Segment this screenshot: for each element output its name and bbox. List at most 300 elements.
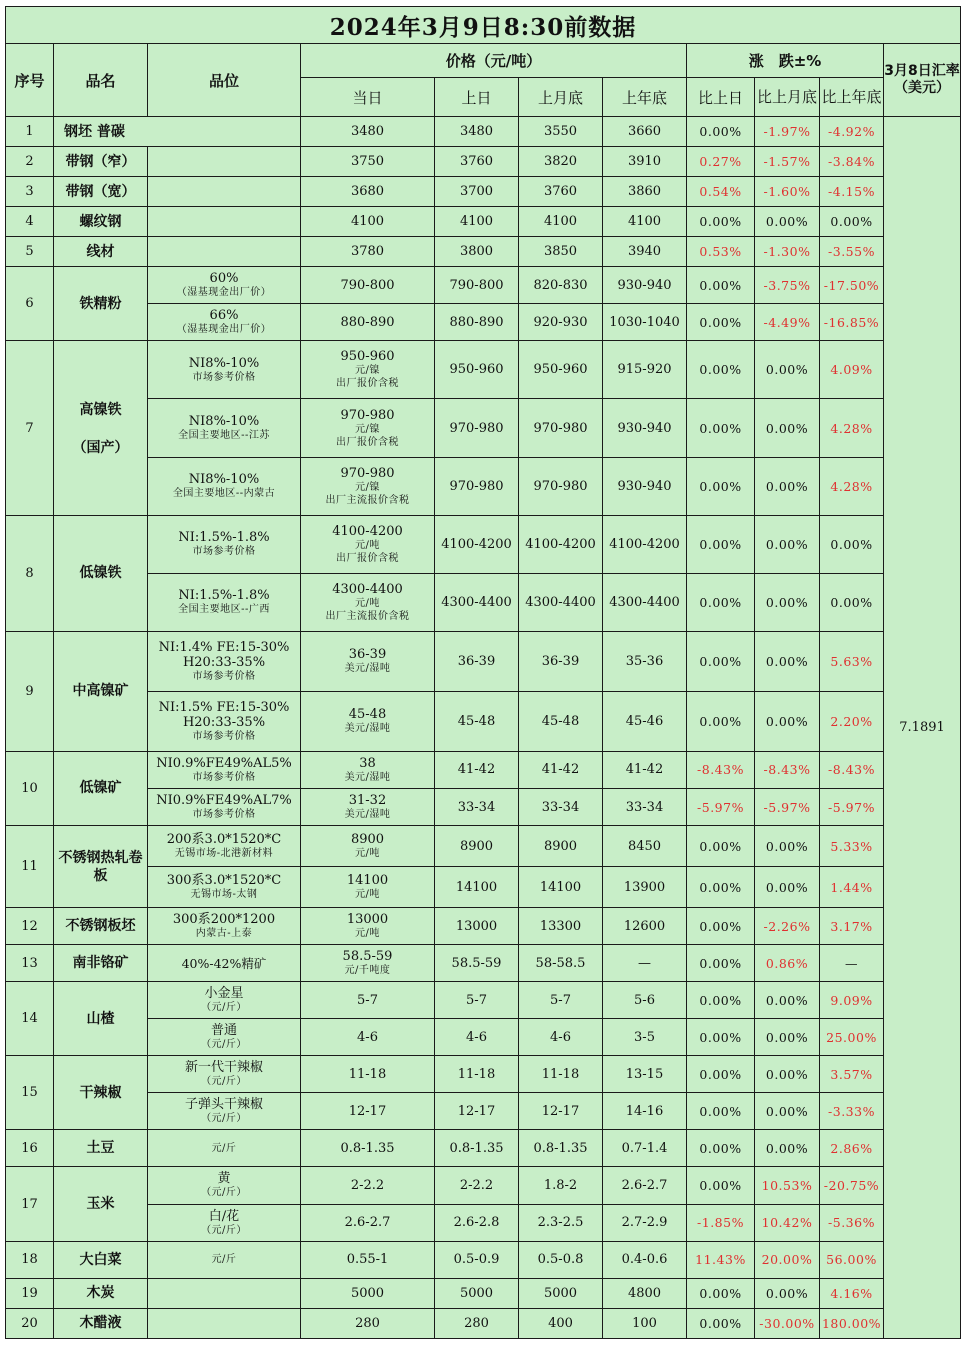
price-prev-year: 33-34	[603, 788, 687, 825]
price-prev-month: 920-930	[519, 304, 603, 341]
change-month: 0.00%	[755, 691, 820, 751]
grade-main: 300系200*1200	[172, 912, 276, 928]
price-prev-day: 2.6-2.8	[435, 1204, 519, 1241]
change-month: -1.30%	[755, 237, 820, 267]
grade-cell: 40%-42%精矿	[148, 945, 301, 982]
grade-line1: NI:1.4% FE:15-30%	[158, 639, 290, 655]
change-month: 0.00%	[755, 1093, 820, 1130]
row-index: 17	[6, 1167, 54, 1241]
change-year: -4.92%	[820, 117, 884, 147]
price-prev-year: 100	[603, 1308, 687, 1338]
header-prev-day: 上日	[435, 78, 519, 117]
price-prev-month: 8900	[519, 826, 603, 867]
grade-note: （元/斤）	[201, 1224, 247, 1236]
grade-cell: 元/斤	[148, 1130, 301, 1167]
price-prev-year: 0.4-0.6	[603, 1241, 687, 1278]
grade-cell	[148, 1056, 301, 1093]
price-prev-month: 0.8-1.35	[519, 1130, 603, 1167]
change-year: 1.44%	[820, 867, 884, 908]
price-prev-month: 970-980	[519, 399, 603, 457]
change-day: 0.27%	[687, 147, 755, 177]
grade-cell	[148, 788, 301, 825]
grade-note: （元/斤）	[201, 1187, 247, 1199]
change-year: 0.00%	[820, 573, 884, 631]
change-year: -17.50%	[820, 267, 884, 304]
price-today: 3680	[301, 177, 435, 207]
price-today: 0.8-1.35	[301, 1130, 435, 1167]
change-year: 180.00%	[820, 1308, 884, 1338]
price-today	[301, 341, 435, 399]
price-note: 出厂主流报价含税	[325, 610, 410, 622]
grade-main: 子弹头干辣椒	[184, 1097, 263, 1113]
change-day: 0.00%	[687, 341, 755, 399]
price-value: 970-980	[340, 407, 395, 423]
grade-cell	[148, 1019, 301, 1056]
change-month: -5.97%	[755, 788, 820, 825]
price-prev-day: 4100-4200	[435, 515, 519, 573]
grade-cell	[148, 237, 301, 267]
change-month: 0.00%	[755, 1056, 820, 1093]
price-note: 出厂报价含税	[336, 436, 399, 448]
grade-note: 无锡市场-北港新材料	[174, 848, 274, 860]
grade-note: （元/斤）	[201, 1113, 247, 1125]
price-unit: 美元/湿吨	[344, 723, 391, 735]
price-prev-day: 11-18	[435, 1056, 519, 1093]
price-prev-month: 3820	[519, 147, 603, 177]
price-prev-day: 8900	[435, 826, 519, 867]
price-prev-day: 3760	[435, 147, 519, 177]
table-row	[6, 691, 961, 751]
price-prev-month: 0.5-0.8	[519, 1241, 603, 1278]
row-index: 11	[6, 826, 54, 908]
change-year: -3.84%	[820, 147, 884, 177]
price-prev-day: 280	[435, 1308, 519, 1338]
change-month: 0.00%	[755, 207, 820, 237]
price-prev-year: 915-920	[603, 341, 687, 399]
price-prev-day: 4300-4400	[435, 573, 519, 631]
price-prev-year: 41-42	[603, 751, 687, 788]
price-today: 3480	[301, 117, 435, 147]
change-month: 0.00%	[755, 1130, 820, 1167]
change-month: -8.43%	[755, 751, 820, 788]
change-month: 0.00%	[755, 982, 820, 1019]
change-day: 0.00%	[687, 117, 755, 147]
header-change-group: 涨 跌±%	[687, 44, 884, 78]
price-prev-year: 4100	[603, 207, 687, 237]
price-today: 4100	[301, 207, 435, 237]
price-unit: 元/吨	[355, 928, 380, 940]
grade-cell	[148, 1204, 301, 1241]
header-index: 序号	[6, 44, 54, 117]
row-index: 14	[6, 982, 54, 1056]
price-unit: 元/镍	[355, 481, 380, 493]
change-year: 0.00%	[820, 515, 884, 573]
change-month: 0.00%	[755, 399, 820, 457]
row-index: 12	[6, 908, 54, 945]
change-year: -3.33%	[820, 1093, 884, 1130]
price-prev-year: 3940	[603, 237, 687, 267]
header-price-group: 价格（元/吨）	[301, 44, 687, 78]
price-prev-month: 13300	[519, 908, 603, 945]
change-year: -20.75%	[820, 1167, 884, 1204]
product-name: 中高镍矿	[54, 631, 148, 751]
price-prev-day: 14100	[435, 867, 519, 908]
table-row	[6, 341, 961, 399]
table-row	[6, 1278, 961, 1308]
price-prev-month: 5000	[519, 1278, 603, 1308]
price-prev-month: 820-830	[519, 267, 603, 304]
row-index: 10	[6, 751, 54, 825]
price-prev-month: 970-980	[519, 457, 603, 515]
grade-main: NI8%-10%	[188, 472, 260, 488]
price-prev-day: 13000	[435, 908, 519, 945]
price-prev-month: 4300-4400	[519, 573, 603, 631]
price-value: 8900	[350, 832, 385, 848]
row-index: 7	[6, 341, 54, 515]
price-prev-day: 2-2.2	[435, 1167, 519, 1204]
grade-cell	[148, 1167, 301, 1204]
change-month: 0.00%	[755, 457, 820, 515]
change-year: 4.09%	[820, 341, 884, 399]
table-row	[6, 631, 961, 691]
table-row	[6, 788, 961, 825]
change-day: 0.00%	[687, 515, 755, 573]
header-name: 品名	[54, 44, 148, 117]
price-unit: 元/吨	[355, 597, 380, 609]
price-prev-month: 4100-4200	[519, 515, 603, 573]
price-today: 5000	[301, 1278, 435, 1308]
change-day: 0.00%	[687, 908, 755, 945]
table-row	[6, 826, 961, 867]
grade-main: 小金星	[204, 986, 244, 1002]
price-today: 4-6	[301, 1019, 435, 1056]
price-prev-year: 14-16	[603, 1093, 687, 1130]
grade-main: 白/花	[208, 1208, 240, 1224]
table-row	[6, 1204, 961, 1241]
grade-cell	[148, 177, 301, 207]
change-month: -1.97%	[755, 117, 820, 147]
product-name: 木醋液	[54, 1308, 148, 1338]
header-today: 当日	[301, 78, 435, 117]
price-today	[301, 399, 435, 457]
change-day: -8.43%	[687, 751, 755, 788]
grade-note: 市场参考价格	[192, 771, 256, 783]
grade-note: 市场参考价格	[192, 546, 256, 558]
row-index: 13	[6, 945, 54, 982]
product-name: 线材	[54, 237, 148, 267]
row-index: 16	[6, 1130, 54, 1167]
product-name: 玉米	[54, 1167, 148, 1241]
price-prev-day: 790-800	[435, 267, 519, 304]
price-prev-year: 930-940	[603, 399, 687, 457]
price-prev-month: 36-39	[519, 631, 603, 691]
price-prev-year: 3910	[603, 147, 687, 177]
price-prev-month: 12-17	[519, 1093, 603, 1130]
price-prev-month: 400	[519, 1308, 603, 1338]
table-row	[6, 1130, 961, 1167]
table-row	[6, 1093, 961, 1130]
product-name: 带钢（窄）	[54, 147, 148, 177]
change-year: —	[820, 945, 884, 982]
price-prev-day: 5-7	[435, 982, 519, 1019]
price-prev-day: 41-42	[435, 751, 519, 788]
table-row	[6, 982, 961, 1019]
table-row	[6, 515, 961, 573]
price-prev-month: 41-42	[519, 751, 603, 788]
grade-line2: H20:33-35%	[182, 654, 266, 670]
change-year: 3.17%	[820, 908, 884, 945]
price-prev-day: 12-17	[435, 1093, 519, 1130]
table-row	[6, 1019, 961, 1056]
price-prev-day: 4100	[435, 207, 519, 237]
price-prev-month: 1.8-2	[519, 1167, 603, 1204]
change-year: 3.57%	[820, 1056, 884, 1093]
grade-main: NI8%-10%	[188, 355, 260, 371]
price-value: 970-980	[340, 465, 395, 481]
price-note: 出厂主流报价含税	[325, 494, 410, 506]
change-month: -4.49%	[755, 304, 820, 341]
change-day: 0.00%	[687, 1093, 755, 1130]
grade-note: （元/斤）	[201, 1076, 247, 1088]
table-row	[6, 147, 961, 177]
row-index: 1	[6, 117, 54, 147]
price-unit: 元/镍	[355, 423, 380, 435]
row-index: 4	[6, 207, 54, 237]
change-month: 20.00%	[755, 1241, 820, 1278]
change-day: -1.85%	[687, 1204, 755, 1241]
price-value: 4100-4200	[332, 523, 403, 539]
product-name: 不锈钢板坯	[54, 908, 148, 945]
price-today: 3780	[301, 237, 435, 267]
grade-note: 市场参考价格	[192, 809, 256, 820]
product-name: 山楂	[54, 982, 148, 1056]
price-value: 45-48	[348, 707, 387, 723]
price-today: 0.55-1	[301, 1241, 435, 1278]
price-today	[301, 631, 435, 691]
price-prev-day: 45-48	[435, 691, 519, 751]
price-today	[301, 751, 435, 788]
price-prev-month: 950-960	[519, 341, 603, 399]
change-year: 5.63%	[820, 631, 884, 691]
price-prev-month: 3760	[519, 177, 603, 207]
product-name: 木炭	[54, 1278, 148, 1308]
change-day: 0.00%	[687, 399, 755, 457]
price-prev-day: 5000	[435, 1278, 519, 1308]
change-day: 0.00%	[687, 826, 755, 867]
price-unit: 元/镍	[355, 365, 380, 377]
price-today: 880-890	[301, 304, 435, 341]
grade-main: 200系3.0*1520*C	[166, 832, 282, 848]
grade-note: （元/斤）	[201, 1039, 247, 1051]
product-name: 带钢（宽）	[54, 177, 148, 207]
price-prev-year: 4300-4400	[603, 573, 687, 631]
price-value: 36-39	[348, 647, 387, 663]
change-month: 10.53%	[755, 1167, 820, 1204]
grade-main: NI0.9%FE49%AL7%	[156, 793, 292, 808]
row-index: 3	[6, 177, 54, 207]
price-today	[301, 908, 435, 945]
price-value: 38	[359, 755, 376, 771]
grade-main: 新一代干辣椒	[184, 1060, 263, 1076]
grade-note: （湿基现金出厂价）	[176, 324, 272, 336]
table-row	[6, 573, 961, 631]
table-row	[6, 399, 961, 457]
row-index: 9	[6, 631, 54, 751]
price-today	[301, 788, 435, 825]
change-year: -16.85%	[820, 304, 884, 341]
product-name: 干辣椒	[54, 1056, 148, 1130]
change-day: 0.00%	[687, 867, 755, 908]
price-prev-year: 13-15	[603, 1056, 687, 1093]
grade-cell	[148, 908, 301, 945]
price-prev-month: 33-34	[519, 788, 603, 825]
price-prev-day: 0.8-1.35	[435, 1130, 519, 1167]
grade-main: NI8%-10%	[188, 414, 260, 429]
change-day: 0.00%	[687, 1167, 755, 1204]
price-prev-month: 4-6	[519, 1019, 603, 1056]
change-month: 0.00%	[755, 515, 820, 573]
grade-cell	[148, 207, 301, 237]
grade-cell	[148, 457, 301, 515]
grade-note: 全国主要地区--内蒙古	[172, 488, 276, 500]
change-month: 0.00%	[755, 341, 820, 399]
table-row	[6, 237, 961, 267]
price-prev-year: 12600	[603, 908, 687, 945]
change-year: 2.86%	[820, 1130, 884, 1167]
price-prev-year: 45-46	[603, 691, 687, 751]
change-day: 0.00%	[687, 1130, 755, 1167]
price-today: 12-17	[301, 1093, 435, 1130]
price-unit: 美元/湿吨	[344, 809, 391, 820]
table-row	[6, 304, 961, 341]
price-prev-year: 3660	[603, 117, 687, 147]
change-day: 0.00%	[687, 573, 755, 631]
grade-note: 内蒙古-上泰	[195, 928, 253, 940]
price-unit: 元/吨	[355, 539, 380, 551]
header-vs-prev-day: 比上日	[687, 78, 755, 117]
change-year: 0.00%	[820, 207, 884, 237]
price-prev-month: 3850	[519, 237, 603, 267]
change-year: 4.28%	[820, 399, 884, 457]
change-day: 0.00%	[687, 982, 755, 1019]
header-exchange-rate: 3月8日汇率（美元）	[884, 44, 961, 117]
price-unit: 美元/湿吨	[344, 771, 391, 783]
change-day: 0.00%	[687, 457, 755, 515]
grade-cell	[148, 341, 301, 399]
grade-cell	[148, 751, 301, 788]
price-note: 出厂报价含税	[336, 552, 399, 564]
change-year: 5.33%	[820, 826, 884, 867]
header-prev-month-end: 上月底	[519, 78, 603, 117]
price-prev-year: 5-6	[603, 982, 687, 1019]
product-name-line2: （国产）	[72, 440, 129, 456]
header-vs-prev-month: 比上月底	[755, 78, 820, 117]
price-value: 13000	[346, 912, 389, 928]
price-value: 31-32	[348, 793, 387, 808]
change-day: 0.00%	[687, 631, 755, 691]
table-row	[6, 1241, 961, 1278]
price-prev-day: 970-980	[435, 399, 519, 457]
price-prev-year: 4100-4200	[603, 515, 687, 573]
change-day: 0.00%	[687, 945, 755, 982]
change-month: -1.60%	[755, 177, 820, 207]
price-today	[301, 515, 435, 573]
table-row	[6, 1167, 961, 1204]
price-value: 58.5-59	[342, 949, 393, 965]
change-month: 0.00%	[755, 1019, 820, 1056]
grade-main: 66%	[209, 308, 239, 324]
price-prev-year: 0.7-1.4	[603, 1130, 687, 1167]
price-unit: 元/千吨度	[344, 965, 391, 977]
change-year: -8.43%	[820, 751, 884, 788]
table-row	[6, 1308, 961, 1338]
product-name-line1: 高镍铁	[79, 402, 122, 418]
change-day: 0.00%	[687, 1308, 755, 1338]
change-month: -1.57%	[755, 147, 820, 177]
grade-cell	[148, 867, 301, 908]
table-row	[6, 177, 961, 207]
price-table	[5, 6, 961, 1339]
product-name: 大白菜	[54, 1241, 148, 1278]
price-prev-year: 2.7-2.9	[603, 1204, 687, 1241]
price-prev-day: 0.5-0.9	[435, 1241, 519, 1278]
grade-cell	[148, 147, 301, 177]
price-value: 14100	[346, 873, 389, 889]
table-row	[6, 117, 961, 147]
price-note: 出厂报价含税	[336, 378, 399, 390]
change-month: 0.00%	[755, 573, 820, 631]
price-prev-day: 58.5-59	[435, 945, 519, 982]
price-value: 4300-4400	[332, 581, 403, 597]
change-day: 0.00%	[687, 691, 755, 751]
change-day: 0.54%	[687, 177, 755, 207]
row-index: 19	[6, 1278, 54, 1308]
price-today	[301, 573, 435, 631]
table-row	[6, 457, 961, 515]
product-name: 钢坯 普碳	[54, 117, 301, 147]
row-index: 6	[6, 267, 54, 341]
table-row	[6, 207, 961, 237]
grade-cell	[148, 304, 301, 341]
price-unit: 元/吨	[355, 889, 380, 901]
change-month: 10.42%	[755, 1204, 820, 1241]
price-today: 790-800	[301, 267, 435, 304]
table-row	[6, 267, 961, 304]
product-name: 低镍矿	[54, 751, 148, 825]
exchange-rate-value: 7.1891	[884, 117, 961, 1339]
price-prev-month: 2.3-2.5	[519, 1204, 603, 1241]
change-day: 11.43%	[687, 1241, 755, 1278]
price-prev-day: 880-890	[435, 304, 519, 341]
price-prev-day: 36-39	[435, 631, 519, 691]
row-index: 2	[6, 147, 54, 177]
price-today: 5-7	[301, 982, 435, 1019]
change-day: 0.00%	[687, 1278, 755, 1308]
price-prev-year: 3860	[603, 177, 687, 207]
change-year: 2.20%	[820, 691, 884, 751]
change-month: -30.00%	[755, 1308, 820, 1338]
row-index: 18	[6, 1241, 54, 1278]
price-prev-year: 930-940	[603, 267, 687, 304]
product-name: 不锈钢热轧卷板	[54, 826, 148, 908]
change-year: 4.16%	[820, 1278, 884, 1308]
change-day: 0.00%	[687, 304, 755, 341]
header-grade: 品位	[148, 44, 301, 117]
grade-cell	[148, 826, 301, 867]
change-year: -5.36%	[820, 1204, 884, 1241]
table-row	[6, 908, 961, 945]
grade-line1: NI:1.5% FE:15-30%	[158, 699, 290, 715]
